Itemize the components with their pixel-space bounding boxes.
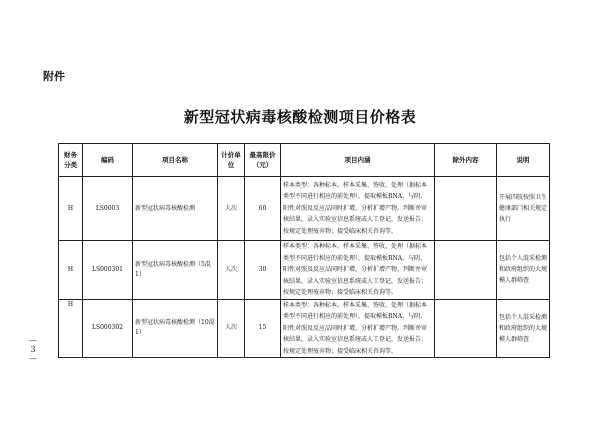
exclusion-cell [435,299,497,358]
exclusion-cell [435,241,497,300]
column-header: 最高限价（元） [245,144,281,177]
note-cell: 开展四肢按照卫生健康部门相关规定执行 [497,177,550,241]
item-name-cell: 新型冠状病毒核酸检测（10混1） [133,299,218,358]
column-header: 编码 [83,144,133,177]
unit-cell: 人次 [218,177,245,241]
note-cell: 包括个人混采检测和政府组织的大规模人群筛查 [497,299,550,358]
finance-category-cell: H [59,177,83,241]
column-header: 除外内容 [435,144,497,177]
code-cell: LS000302 [83,299,133,358]
page-number: — 3 — [29,336,37,363]
attachment-label: 附件 [43,70,65,83]
price-cell: 15 [245,299,281,358]
column-header: 计价单位 [218,144,245,177]
unit-cell: 人次 [218,241,245,300]
note-cell: 包括个人混采检测和政府组织的大规模人群筛查 [497,241,550,300]
finance-category-cell: H [59,241,83,300]
table-row [59,241,550,300]
exclusion-cell [435,177,497,241]
table-header-row [59,144,550,177]
column-header: 项目名称 [133,144,218,177]
item-name-cell: 新型冠状病毒核酸检测（5混1） [133,241,218,300]
column-header: 财务分类 [59,144,83,177]
column-header: 项目内涵 [281,144,435,177]
code-cell: LS000301 [83,241,133,300]
price-table [58,143,550,358]
table-row [59,299,550,358]
column-header: 说明 [497,144,550,177]
content-cell: 样本类型：各种标本。样本采集、签收、处理（据标本类型不同进行相应的前处理），提取模板RNA，与阴、阳性对照及反应品同时扩增，分析扩增产物，判断并审核结果，录入实验室信息系统或人工登记，发送报告；按规定处理废弃物；接受临床相关咨询等。 [281,299,435,358]
finance-category-cell: H [59,299,83,358]
price-cell: 60 [245,177,281,241]
table-row [59,177,550,241]
item-name-cell: 新型冠状病毒核酸检测 [133,177,218,241]
price-cell: 30 [245,241,281,300]
page-title: 新型冠状病毒核酸检测项目价格表 [183,108,417,126]
code-cell: LS0003 [83,177,133,241]
unit-cell: 人次 [218,299,245,358]
content-cell: 样本类型：各种标本。样本采集、签收、处理（据标本类型不同进行相应的前处理），提取模板RNA，与阴、阳性对照及反应品同时扩增，分析扩增产物，判断并审核结果，录入实验室信息系统或人工登记，发送报告；按规定处理废弃物；接受临床相关咨询等。 [281,177,435,241]
content-cell: 样本类型：各种标本。样本采集、签收、处理（据标本类型不同进行相应的前处理），提取模板RNA，与阴、阳性对照及反应品同时扩增，分析扩增产物，判断并审核结果，录入实验室信息系统或人工登记，发送报告；按规定处理废弃物；接受临床相关咨询等。 [281,241,435,300]
